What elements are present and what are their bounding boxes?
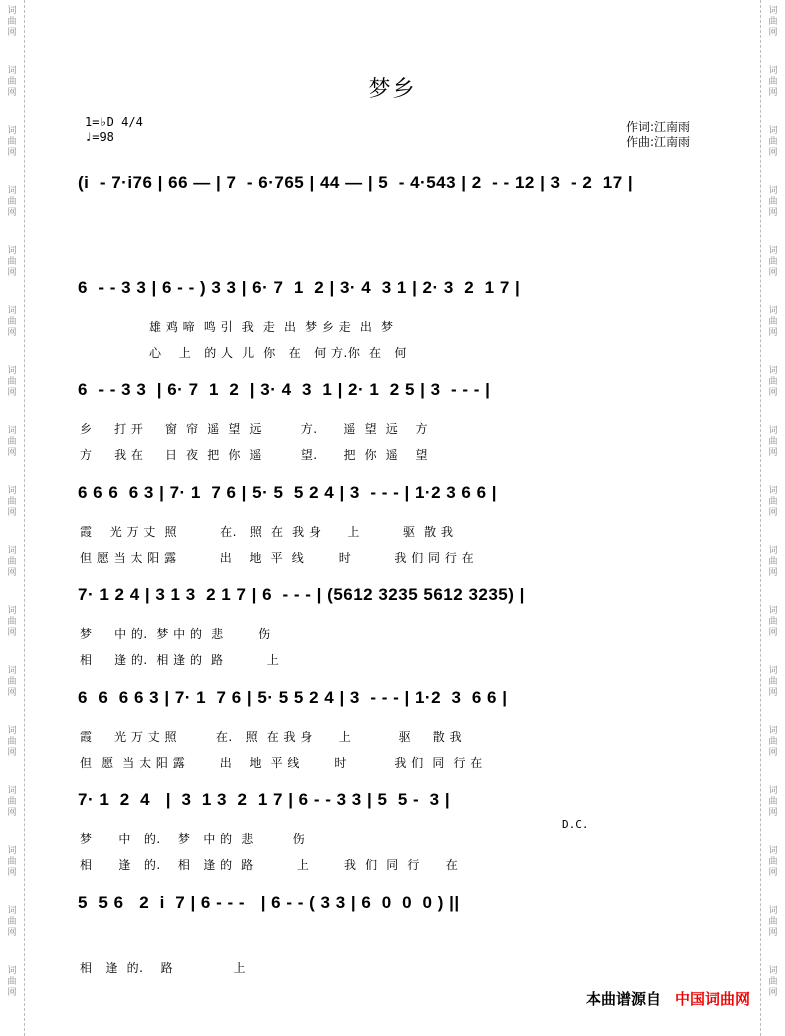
notation-row: 6 6 6 6 3 | 7· 1 7 6 | 5· 5 5 2 4 | 3 - - - | 1·2 3 6 6 | [78, 483, 498, 502]
watermark-text: 词 曲 网 [768, 486, 778, 518]
lyric-line: 相 逢 的. 相 逢 的 路 上 [80, 653, 280, 667]
watermark-text: 词 曲 网 [7, 846, 17, 878]
lyric-line: 雄 鸡 啼 鸣 引 我 走 出 梦 乡 走 出 梦 [80, 320, 394, 334]
lyric-line: 方 我 在 日 夜 把 你 遥 望. 把 你 遥 望 [80, 448, 429, 462]
watermark-text: 词 曲 网 [768, 666, 778, 698]
credits [626, 120, 690, 150]
watermark-text: 词 曲 网 [768, 606, 778, 638]
watermark-text: 词 曲 网 [768, 726, 778, 758]
watermark-text: 词 曲 网 [7, 966, 17, 998]
notation-row: (i - 7·i76 | 66 — | 7 - 6·765 | 44 — | 5 - 4·543 | 2 - - 12 | 3 - 2 17 | [78, 173, 634, 192]
watermark-text: 词 曲 网 [7, 546, 17, 578]
watermark-text: 词 曲 网 [7, 366, 17, 398]
source-label: 本曲谱源自 [585, 990, 661, 1008]
watermark-text: 词 曲 网 [768, 966, 778, 998]
watermark-text: 词 曲 网 [768, 66, 778, 98]
watermark-text: 词 曲 网 [7, 66, 17, 98]
lyric-line: 梦 中 的. 梦 中 的 悲 伤 [80, 832, 306, 846]
key-label: 1=♭D 4/4 [85, 115, 143, 129]
watermark-text: 词 曲 网 [7, 306, 17, 338]
watermark-text: 词 曲 网 [7, 6, 17, 38]
watermark-text: 词 曲 网 [7, 126, 17, 158]
watermark-text: 词 曲 网 [768, 546, 778, 578]
watermark-text: 词 曲 网 [7, 666, 17, 698]
lyric-line: 相 逢 的. 相 逢 的 路 上 我 们 同 行 在 [80, 858, 459, 872]
watermark-text: 词 曲 网 [7, 726, 17, 758]
notation-row: 6 6 6 6 3 | 7· 1 7 6 | 5· 5 5 2 4 | 3 - - - | 1·2 3 6 6 | [78, 688, 508, 707]
watermark-text: 词 曲 网 [768, 126, 778, 158]
site-link[interactable]: 中国词曲网 [674, 990, 750, 1008]
lyric-line: 梦 中 的. 梦 中 的 悲 伤 [80, 627, 271, 641]
lyric-line: 乡 打 开 窗 帘 遥 望 远 方. 遥 望 远 方 [80, 422, 429, 436]
lyric-line: 相 逢 的. 路 上 [80, 961, 247, 975]
lyric-line: 霞 光 万 丈 照 在. 照 在 我 身 上 驱 散 我 [80, 525, 454, 539]
watermark-text: 词 曲 网 [768, 246, 778, 278]
watermark-text: 词 曲 网 [768, 366, 778, 398]
lyric-line: 心 上 的 人 儿 你 在 何 方.你 在 何 [80, 346, 407, 360]
watermark-text: 词 曲 网 [768, 6, 778, 38]
lyric-line: 但 愿 当 太 阳 露 出 地 平 线 时 我 们 同 行 在 [80, 756, 483, 770]
watermark-text: 词 曲 网 [768, 186, 778, 218]
lyric-line: 霞 光 万 丈 照 在. 照 在 我 身 上 驱 散 我 [80, 730, 463, 744]
dc-mark: D.C. [562, 818, 589, 831]
watermark-text: 词 曲 网 [768, 306, 778, 338]
watermark-text: 词 曲 网 [7, 246, 17, 278]
lyricist: 作词:江南雨 [626, 120, 691, 134]
key-signature [85, 115, 143, 145]
watermark-text: 词 曲 网 [7, 186, 17, 218]
song-title: 梦乡 [368, 77, 417, 102]
notation-row: 6 - - 3 3 | 6 - - ) 3 3 | 6· 7 1 2 | 3· 4 3 1 | 2· 3 2 1 7 | [78, 278, 521, 297]
watermark-text: 词 曲 网 [7, 486, 17, 518]
watermark-text: 词 曲 网 [768, 906, 778, 938]
notation-row: 6 - - 3 3 | 6· 7 1 2 | 3· 4 3 1 | 2· 1 2 5 | 3 - - - | [78, 380, 491, 399]
notation-row: 5 5 6 2 i 7 | 6 - - - | 6 - - ( 3 3 | 6 0 0 0 ) || [78, 893, 460, 912]
watermark-text: 词 曲 网 [768, 846, 778, 878]
composer: 作曲:江南雨 [626, 135, 691, 149]
notation-row: 7· 1 2 4 | 3 1 3 2 1 7 | 6 - - - | (5612 3235 5612 3235) | [78, 585, 525, 604]
watermark-text: 词 曲 网 [7, 786, 17, 818]
watermark-text: 词 曲 网 [7, 606, 17, 638]
watermark-text: 词 曲 网 [7, 426, 17, 458]
watermark-text: 词 曲 网 [768, 426, 778, 458]
watermark-text: 词 曲 网 [7, 906, 17, 938]
tempo-label: ♩=98 [85, 130, 114, 144]
footer [586, 988, 750, 1009]
watermark-text: 词 曲 网 [768, 786, 778, 818]
lyric-line: 但 愿 当 太 阳 露 出 地 平 线 时 我 们 同 行 在 [80, 551, 475, 565]
notation-row: 7· 1 2 4 | 3 1 3 2 1 7 | 6 - - 3 3 | 5 5 - 3 | [78, 790, 451, 809]
